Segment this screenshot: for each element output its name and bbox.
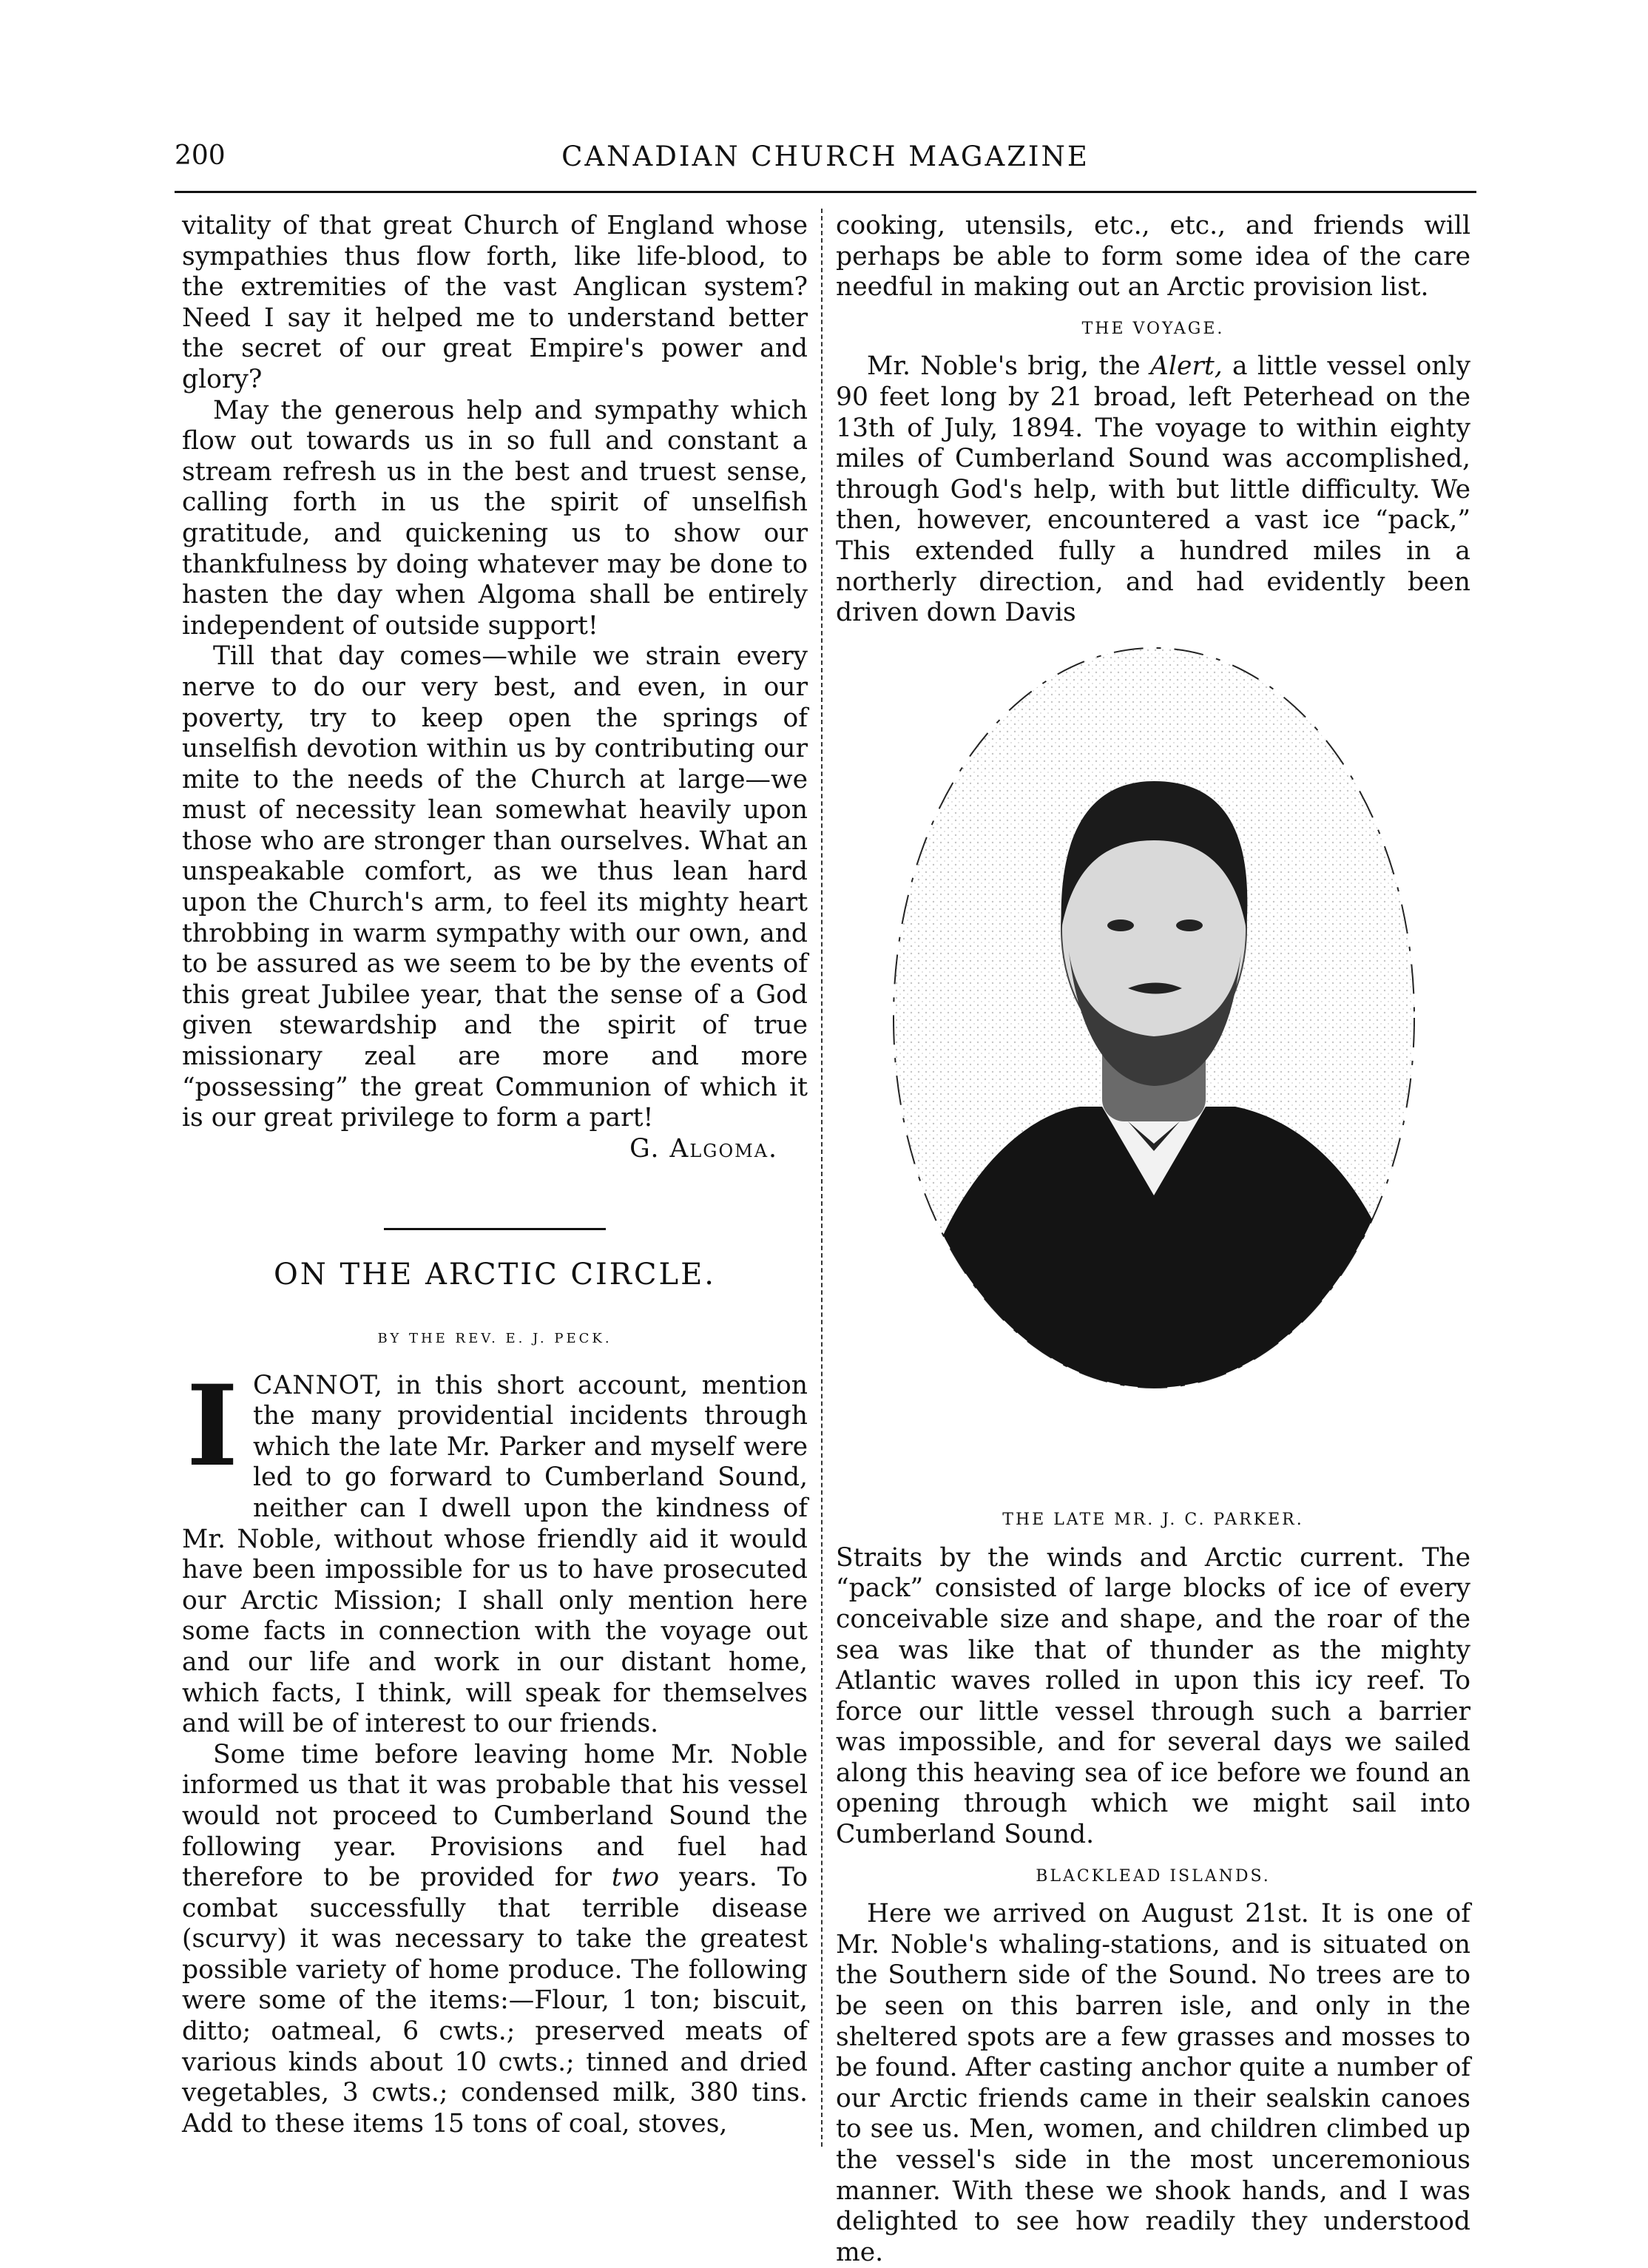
column-divider [821, 209, 824, 2147]
provisions-text-b: years. To combat successfully that terrible disease (scurvy) it was necessary to take the greatest possible variety of home produce. The following were some of the items:—Flour, 1 ton; biscuit, ditto; oatmeal, 6 cwts.; preserved meats of various kinds about 10 cwts.; tinned and dried vegetables, 3 cwts.; condensed milk, 380 tins. Add to these items 15 tons of coal, stoves, [182, 1863, 808, 2139]
voyage-paragraph [836, 351, 1470, 628]
algoma-paragraph-1: vitality of that great Church of England whose sympathies thus flow forth, like life-blood, to the extremities of the vast Anglican system? Need I say it helped me to understand better the secret of our great Empire's power and glory? [182, 211, 808, 394]
opening-paragraph [182, 1360, 808, 1740]
heading-voyage: THE VOYAGE. [1081, 319, 1225, 338]
running-title: CANADIAN CHURCH MAGAZINE [561, 141, 1090, 172]
right-column [836, 211, 1470, 2268]
portrait-image [836, 633, 1470, 1484]
algoma-paragraph-3: Till that day comes—while we strain every nerve to do our very best, and even, in our poverty, try to keep open the springs of unselfish devotion within us by contributing our mite to the needs of the Church at large—we must of necessity lean somewhat heavily upon those who are stronger than ourselves. What an unspeakable comfort, as we thus lean hard upon the Church's arm, to feel its mighty heart throbbing in warm sympathy with our own, and to be assured as we seem to be by the events of this great Jubilee year, that the sense of a God given stewardship and the spirit of true missionary zeal are more and more “possessing” the great Communion of which it is our great privilege to form a part! [182, 641, 808, 1133]
page-number: 200 [175, 141, 226, 171]
section-rule [384, 1228, 606, 1230]
byline: BY THE REV. E. J. PECK. [377, 1331, 612, 1346]
provision-list-paragraph: cooking, utensils, etc., etc., and friends will perhaps be able to form some idea of the care needful in making out an Arctic provision list. [836, 211, 1470, 303]
algoma-paragraph-2: May the generous help and sympathy which flow out towards us in so full and constant a stream refresh us in the best and truest sense, calling forth in us the spirit of unselfish gratitude, and quickening us to show our thankfulness by doing whatever may be done to hasten the day when Algoma shall be entirely independent of outside support! [182, 395, 808, 641]
provisions-text-a: Some time before leaving home Mr. Noble informed us that it was probable that his vessel would not proceed to Cumberland Sound the following year. Provisions and fuel had therefore to be provided for [182, 1739, 808, 1893]
emphasis-two: two [611, 1863, 660, 1893]
header-rule [175, 191, 1476, 193]
page-header [175, 141, 1476, 185]
opening-caps: CANNOT, [253, 1370, 383, 1400]
left-column [182, 211, 808, 2139]
signature: G. Algoma. [629, 1133, 778, 1164]
voyage-text-b: a little vessel only 90 feet long by 21 broad, left Peterhead on the 13th of July, 1894. The voyage to within eighty miles of Cumberland Sound was accomplished, through God's help, with but little difficulty. We then, however, encountered a vast ice “pack,” This extended fully a hundred miles in a northerly direction, and had evidently been driven down Davis [836, 351, 1470, 628]
ship-name: Alert, [1150, 351, 1223, 382]
drop-cap: I [186, 1360, 239, 1491]
portrait-caption: THE LATE MR. J. C. PARKER. [1002, 1510, 1304, 1529]
heading-blacklead: BLACKLEAD ISLANDS. [1036, 1866, 1271, 1886]
straits-paragraph: Straits by the winds and Arctic current. The “pack” consisted of large blocks of ice of every conceivable size and shape, and the roar of the sea was like that of thunder as the mighty Atlantic waves rolled in upon this icy reef. To force our little vessel through such a barrier was impossible, and for several days we sailed along this heaving sea of ice before we found an opening through which we might sail into Cumberland Sound. [836, 1542, 1470, 1850]
portrait-figure [836, 633, 1470, 1543]
voyage-text-a: Mr. Noble's brig, the [867, 351, 1141, 382]
provisions-paragraph [182, 1740, 808, 2140]
article-title: ON THE ARCTIC CIRCLE. [274, 1258, 716, 1292]
opening-text: in this short account, mention the many providential incidents through which the late Mr. Parker and myself were led to go forward to Cumberland Sound, neither can I dwell upon the kindness of Mr. Noble, without whose friendly aid it would have been impossible for us to have prosecuted our Arctic Mission; I shall only mention here some facts in connection with the voyage out and our life and work in our distant home, which facts, I think, will speak for themselves and will be of interest to our friends. [182, 1370, 808, 1739]
blacklead-paragraph: Here we arrived on August 21st. It is one of Mr. Noble's whaling-stations, and is situated on the Southern side of the Sound. No trees are to be seen on this barren isle, and only in the sheltered spots are a few grasses and mosses to be found. After casting anchor quite a number of our Arctic friends came in their sealskin canoes to see us. Men, women, and children climbed up the vessel's side in the most unceremonious manner. With these we shook hands, and I was delighted to see how readily they understood me. [836, 1899, 1470, 2267]
